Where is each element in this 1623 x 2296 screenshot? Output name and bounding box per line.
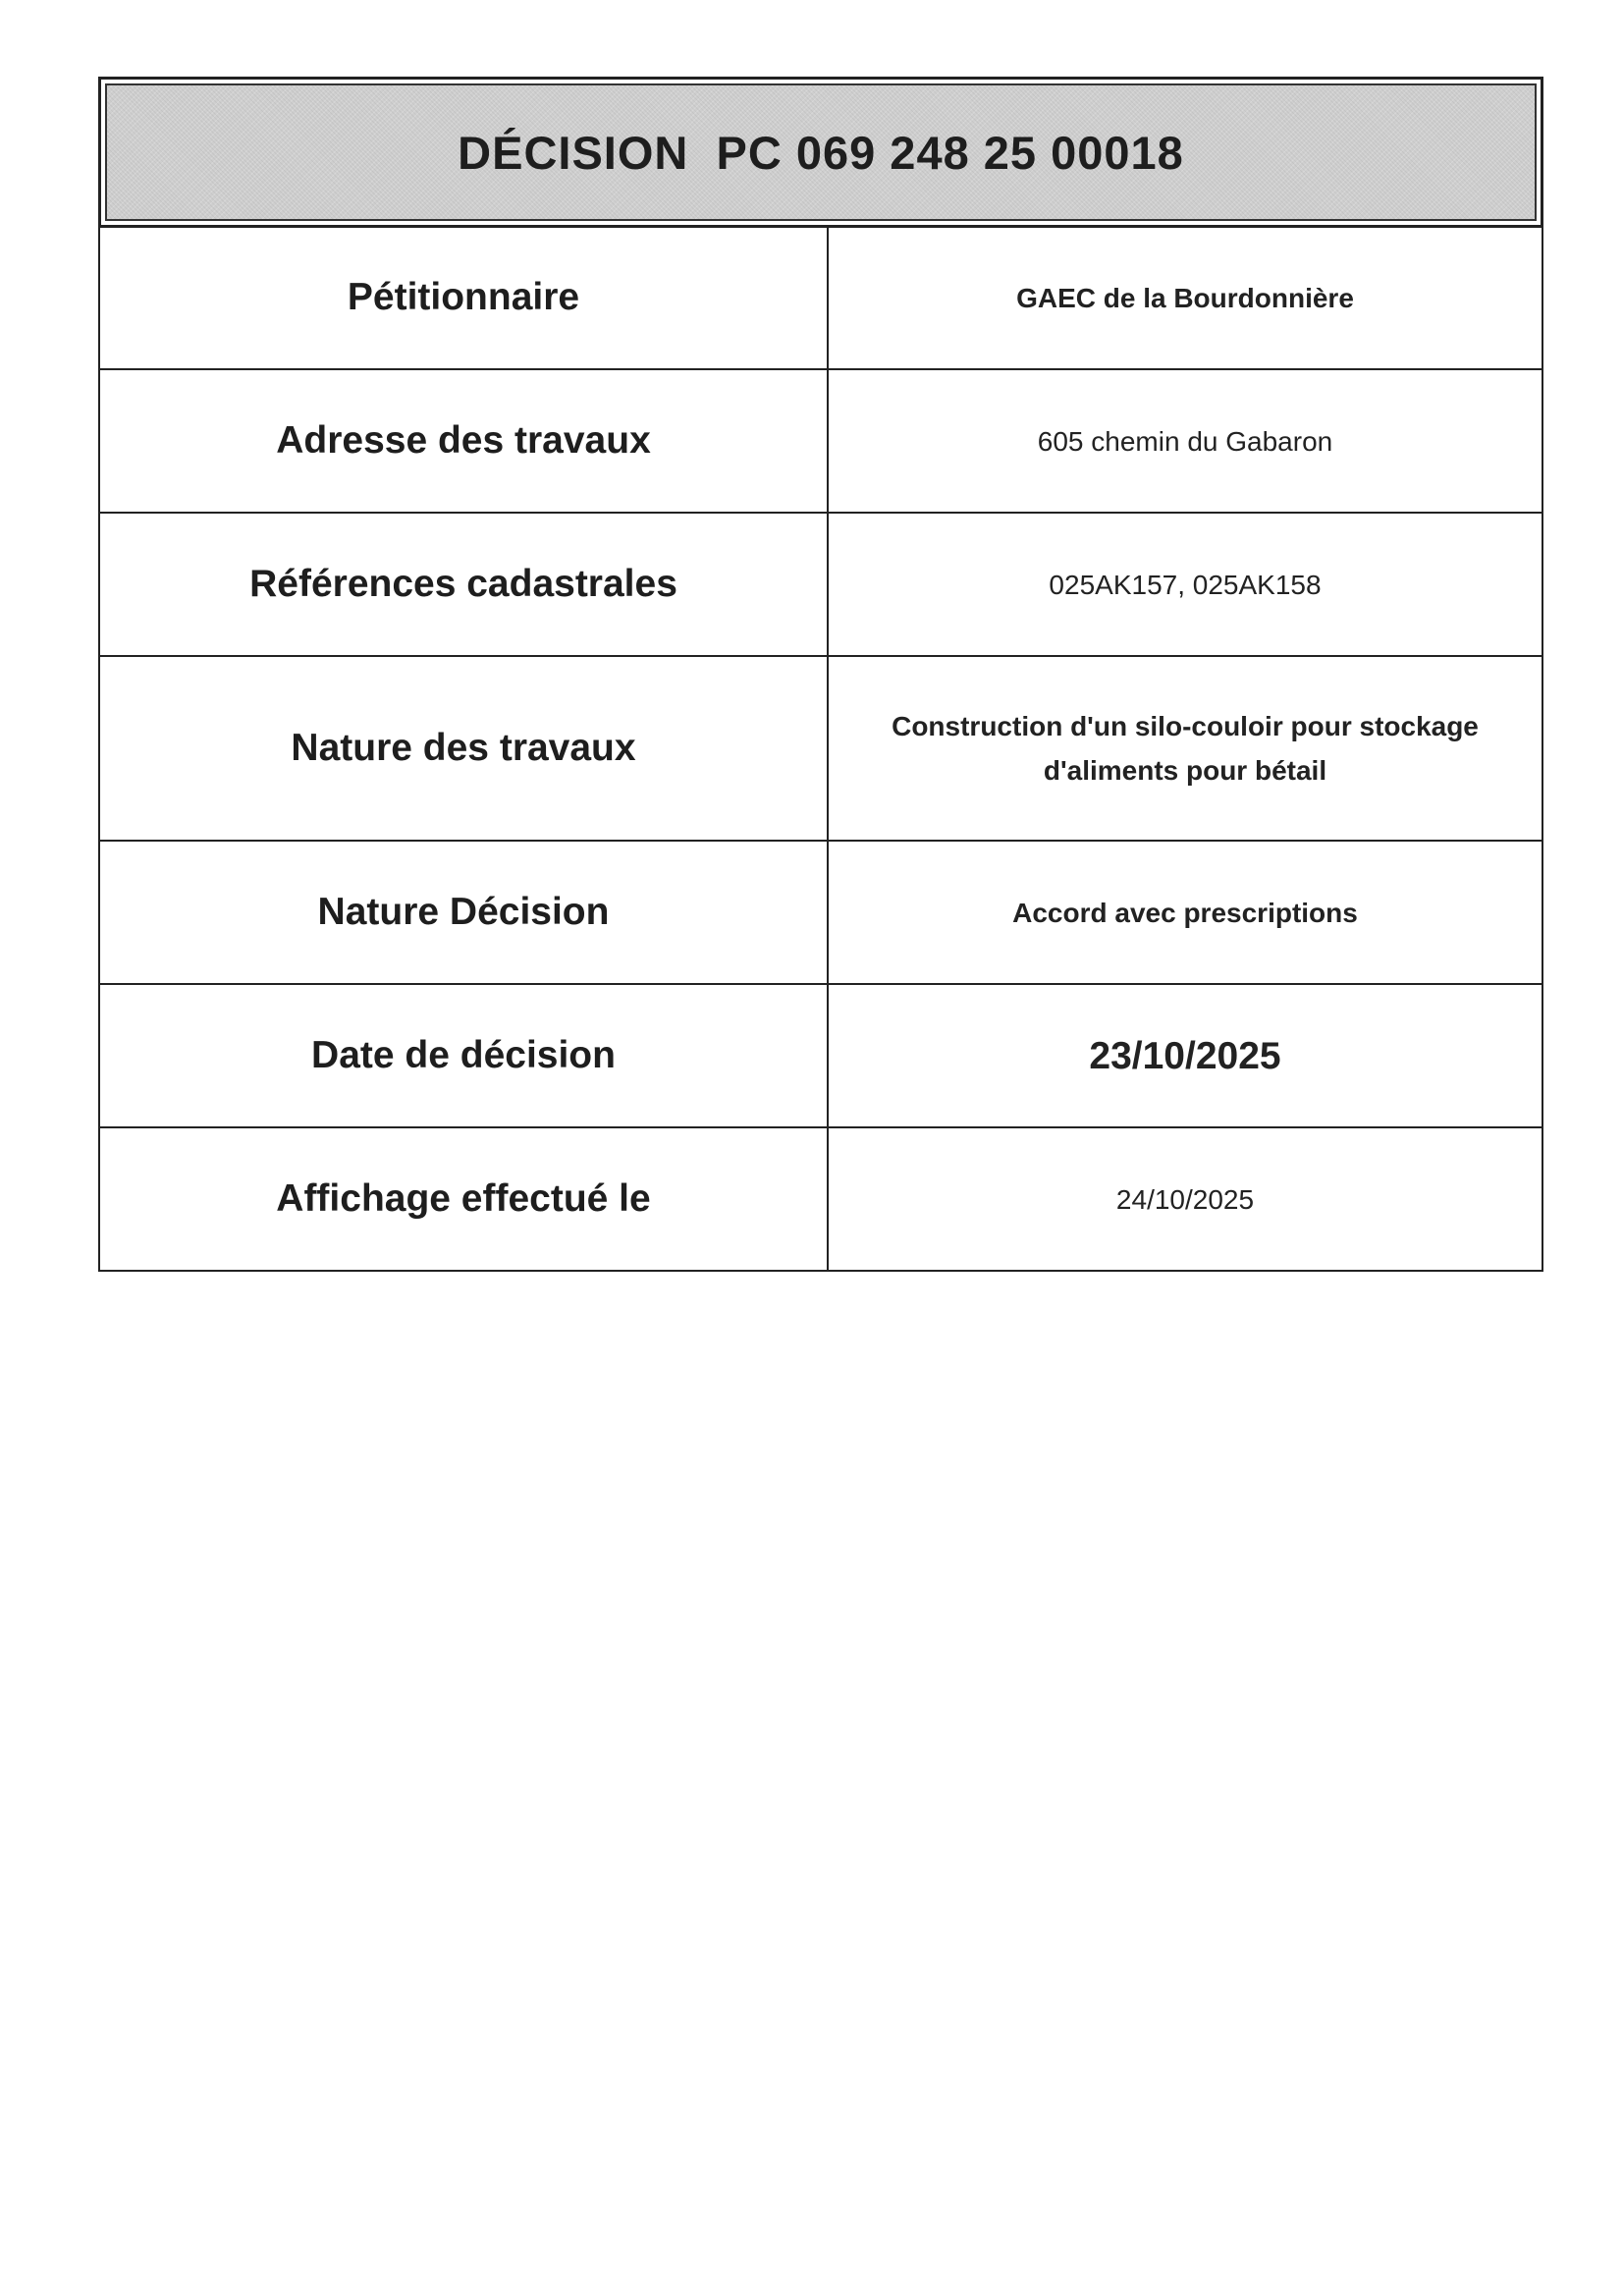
row-label-nature-travaux: Nature des travaux — [99, 656, 828, 841]
table-row-adresse — [99, 369, 1542, 513]
table-row-nature-travaux — [99, 656, 1542, 841]
row-value-petitionnaire: GAEC de la Bourdonnière — [828, 226, 1542, 369]
row-value-affichage: 24/10/2025 — [828, 1127, 1542, 1271]
decision-document — [98, 77, 1543, 1272]
row-label-nature-decision: Nature Décision — [99, 841, 828, 984]
table-row-petitionnaire — [99, 226, 1542, 369]
table-row-nature-decision — [99, 841, 1542, 984]
decision-info-table — [98, 225, 1543, 1272]
decision-header — [98, 77, 1543, 228]
table-row-affichage — [99, 1127, 1542, 1271]
row-value-nature-travaux — [828, 656, 1542, 841]
table-row-references — [99, 513, 1542, 656]
decision-title: DÉCISION PC 069 248 25 00018 — [458, 126, 1184, 179]
row-label-adresse: Adresse des travaux — [99, 369, 828, 513]
row-label-references: Références cadastrales — [99, 513, 828, 656]
row-label-date-decision: Date de décision — [99, 984, 828, 1127]
row-value-references: 025AK157, 025AK158 — [828, 513, 1542, 656]
decision-header-band — [105, 83, 1537, 221]
row-value-nature-decision: Accord avec prescriptions — [828, 841, 1542, 984]
nature-travaux-line-2: d'aliments pour bétail — [1043, 755, 1327, 786]
row-value-adresse: 605 chemin du Gabaron — [828, 369, 1542, 513]
row-value-date-decision: 23/10/2025 — [828, 984, 1542, 1127]
row-label-petitionnaire: Pétitionnaire — [99, 226, 828, 369]
row-label-affichage: Affichage effectué le — [99, 1127, 828, 1271]
nature-travaux-line-1: Construction d'un silo-couloir pour stockage — [892, 711, 1479, 741]
table-row-date-decision — [99, 984, 1542, 1127]
